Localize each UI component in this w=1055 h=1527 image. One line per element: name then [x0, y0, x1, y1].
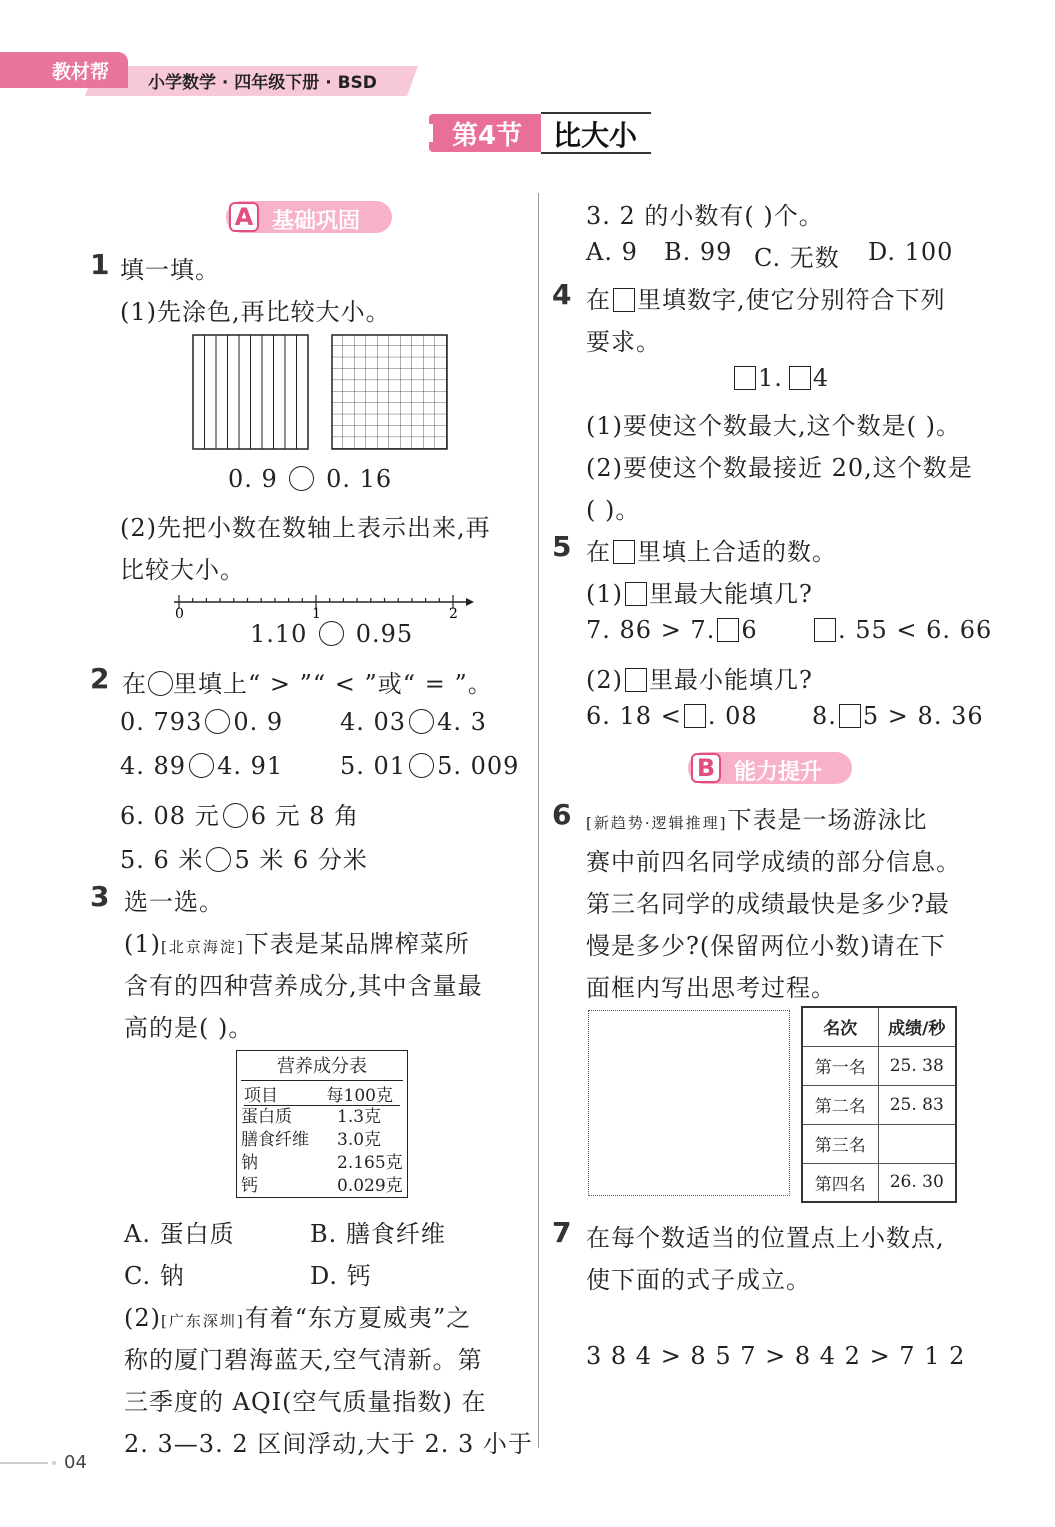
brand-label: 教材帮 [52, 61, 110, 83]
nutrition-table-header [237, 1081, 407, 1105]
source-tag: [新趋势·逻辑推理] [586, 814, 728, 832]
table-row [241, 1106, 407, 1129]
table-cell: 膳食纤维 [241, 1130, 309, 1150]
q4-line1-pre: 在 [586, 286, 611, 314]
q3-part2-line3: 三季度的 AQI(空气质量指数) 在 [124, 1388, 487, 1416]
table-cell[interactable] [878, 1124, 956, 1163]
table-cell: 第四名 [802, 1163, 878, 1202]
nutrition-table-body [237, 1106, 407, 1198]
q4-sub3: ( )。 [586, 496, 641, 524]
table-cell: 第二名 [802, 1085, 878, 1124]
grid-hundredths [331, 334, 449, 450]
q1-compare-1 [228, 465, 392, 493]
question-number: 6 [552, 798, 572, 831]
q3-part2-line1 [124, 1298, 471, 1333]
compare-right: 0. 9 [233, 708, 284, 736]
table-row [241, 1129, 407, 1152]
q4-number-mid: 1. [758, 364, 783, 392]
table-row [802, 1163, 956, 1202]
table-cell: 25. 38 [878, 1046, 956, 1085]
compare-left: 5. 6 米 [120, 846, 204, 874]
grid-tenths [192, 334, 310, 450]
question-number: 5 [552, 530, 572, 563]
q5-expr-2b [812, 702, 984, 730]
answer-circle[interactable] [189, 753, 214, 778]
question-number: 7 [552, 1216, 572, 1249]
q4-sub1: (1)要使这个数最大,这个数是( )。 [586, 412, 961, 440]
table-header-row [802, 1007, 956, 1046]
page-number: 04 [64, 1452, 87, 1473]
q4-number [732, 364, 829, 392]
q6-line1-text: 下表是一场游泳比 [727, 806, 928, 834]
header-cell: 成绩/秒 [878, 1007, 956, 1046]
q4-line2: 要求。 [586, 328, 661, 356]
q3-part1-line2: 含有的四种营养成分,其中含量最 [124, 972, 483, 1000]
q1-part1: (1)先涂色,再比较大小。 [120, 298, 391, 326]
compare-left: 0. 793 [120, 708, 203, 736]
q4-sub2: (2)要使这个数最接近 20,这个数是 [586, 454, 973, 482]
expr-part: . 08 [707, 702, 758, 730]
q5-title [586, 532, 837, 567]
q2-item [120, 840, 368, 875]
compare-left: 4. 89 [120, 752, 187, 780]
q6-line4: 慢是多少?(保留两位小数)请在下 [586, 932, 946, 960]
compare-left: 4. 03 [340, 708, 407, 736]
table-cell: 蛋白质 [241, 1107, 292, 1127]
book-title: 小学数学 · 四年级下册 · BSD [148, 73, 377, 93]
option-d[interactable]: D. 钙 [310, 1262, 372, 1290]
box-symbol [613, 288, 635, 312]
footer-dot [52, 1461, 56, 1465]
compare-right: 6 元 8 角 [250, 802, 360, 830]
part-text: 下表是某品牌榨菜所 [244, 930, 470, 958]
q6-line3: 第三名同学的成绩最快是多少?最 [586, 890, 950, 918]
number-line [170, 592, 475, 620]
q5-expr-2a [586, 702, 758, 730]
q2-item [120, 708, 283, 736]
expr-part: . 55 < 6. 66 [838, 616, 993, 644]
answer-circle[interactable] [206, 847, 231, 872]
q5-sub2-post: 里最小能填几? [649, 666, 813, 694]
box-symbol [625, 582, 647, 606]
q1-compare-2 [250, 620, 413, 648]
source-tag: [北京海淀] [161, 938, 245, 956]
q5-sub1-pre: (1) [586, 580, 623, 608]
table-cell: 第三名 [802, 1124, 878, 1163]
compare-left: 0. 9 [228, 465, 278, 493]
section-label: 第4节 [452, 121, 523, 151]
answer-circle[interactable] [409, 753, 434, 778]
q7-line2: 使下面的式子成立。 [586, 1266, 811, 1294]
table-cell: 1.3克 [337, 1107, 382, 1127]
expr-part: 8. [812, 702, 837, 730]
option-a[interactable]: A. 蛋白质 [124, 1220, 235, 1248]
compare-left: 6. 08 元 [120, 802, 220, 830]
q2-item [340, 752, 519, 780]
q1-part2-line2: 比较大小。 [120, 556, 245, 584]
header-cell: 名次 [802, 1007, 878, 1046]
q4-line1-post: 里填数字,使它分别符合下列 [637, 286, 946, 314]
answer-box[interactable] [839, 704, 861, 728]
table-cell: 3.0克 [337, 1130, 382, 1150]
nutrition-table [236, 1050, 408, 1198]
q3-part2-line5: 3. 2 的小数有( )个。 [586, 202, 824, 230]
table-cell: 0.029克 [337, 1176, 403, 1196]
box-symbol [613, 540, 635, 564]
nutrition-table-title: 营养成分表 [277, 1056, 367, 1077]
section-b-letter: B [691, 753, 721, 783]
answer-box[interactable] [717, 618, 739, 642]
question-number: 3 [90, 880, 110, 913]
question-number: 4 [552, 278, 572, 311]
score-table [801, 1006, 957, 1203]
table-row [802, 1085, 956, 1124]
q2-item [340, 708, 487, 736]
q1-title: 填一填。 [120, 256, 220, 284]
q6-line1 [586, 800, 927, 835]
section-a-title: 基础巩固 [272, 209, 361, 234]
answer-area[interactable] [588, 1010, 790, 1196]
section-a-letter: A [229, 202, 259, 232]
compare-right: 4. 3 [437, 708, 487, 736]
q7-line1: 在每个数适当的位置点上小数点, [586, 1224, 945, 1252]
source-tag: [广东深圳] [161, 1312, 245, 1330]
section-b-title: 能力提升 [734, 760, 823, 785]
answer-box[interactable] [734, 366, 756, 390]
q3-title: 选一选。 [124, 888, 224, 916]
answer-box[interactable] [684, 704, 706, 728]
table-row [802, 1046, 956, 1085]
page-title: 比大小 [553, 119, 638, 152]
option-c[interactable]: C. 无数 [754, 244, 840, 272]
q2-title-post: 里填上“ > ”“ < ”或“ = ”。 [173, 670, 493, 698]
table-cell: 25. 83 [878, 1085, 956, 1124]
compare-right: 5 米 6 分米 [234, 846, 368, 874]
answer-circle[interactable] [319, 621, 344, 646]
q5-expr-1b [812, 616, 992, 644]
answer-circle[interactable] [205, 709, 230, 734]
part-text: 有着“东方夏威夷”之 [244, 1304, 472, 1332]
compare-right: 4. 91 [217, 752, 284, 780]
expr-part: 6. 18 < [586, 702, 682, 730]
q4-line1 [586, 280, 946, 315]
q5-title-pre: 在 [586, 538, 611, 566]
q4-number-end: 4 [812, 364, 830, 392]
q3-part1-line3: 高的是( )。 [124, 1014, 254, 1042]
expr-part: 7. 86 > 7. [586, 616, 716, 644]
q5-sub2 [586, 660, 813, 695]
q6-line5: 面框内写出思考过程。 [586, 974, 836, 1002]
answer-circle[interactable] [289, 466, 314, 491]
q5-sub2-pre: (2) [586, 666, 623, 694]
option-a[interactable]: A. 9 [586, 238, 638, 266]
option-d[interactable]: D. 100 [868, 238, 954, 266]
column-divider [538, 193, 539, 1448]
table-cell: 钠 [241, 1153, 258, 1173]
q3-part1-line1 [124, 924, 470, 959]
section-tick [427, 124, 433, 142]
part-prefix: (2) [124, 1304, 161, 1332]
header-cell: 项目 [244, 1086, 278, 1106]
table-cell: 2.165克 [337, 1153, 403, 1173]
compare-right: 0. 16 [326, 465, 393, 493]
option-c[interactable]: C. 钠 [124, 1262, 185, 1290]
q5-sub1-post: 里最大能填几? [649, 580, 813, 608]
q2-item [120, 796, 359, 831]
compare-left: 5. 01 [340, 752, 407, 780]
q1-part2-line1: (2)先把小数在数轴上表示出来,再 [120, 514, 491, 542]
q2-title [122, 664, 493, 699]
option-b[interactable]: B. 膳食纤维 [310, 1220, 446, 1248]
answer-circle[interactable] [223, 803, 248, 828]
part-prefix: (1) [124, 930, 161, 958]
answer-circle[interactable] [409, 709, 434, 734]
q3-part2-line2: 称的厦门碧海蓝天,空气清新。第 [124, 1346, 483, 1374]
header-cell: 每100克 [326, 1086, 393, 1106]
axis-tick-label: 2 [449, 606, 458, 620]
table-cell: 26. 30 [878, 1163, 956, 1202]
table-cell: 第一名 [802, 1046, 878, 1085]
option-b[interactable]: B. 99 [664, 238, 733, 266]
expr-part: 5 > 8. 36 [862, 702, 984, 730]
compare-right: 0.95 [355, 620, 414, 648]
q6-line2: 赛中前四名同学成绩的部分信息。 [586, 848, 961, 876]
compare-right: 5. 009 [437, 752, 520, 780]
q3-part2-line4: 2. 3—3. 2 区间浮动,大于 2. 3 小于 [124, 1430, 533, 1458]
answer-box[interactable] [789, 366, 811, 390]
table-cell: 钙 [241, 1176, 258, 1196]
q5-sub1 [586, 574, 813, 609]
answer-box[interactable] [814, 618, 836, 642]
q2-item [120, 752, 283, 780]
compare-left: 1.10 [250, 620, 308, 648]
expr-part: 6 [741, 616, 758, 644]
footer-line [0, 1462, 48, 1464]
table-row [802, 1124, 956, 1163]
circle-symbol [148, 671, 173, 696]
q5-expr-1a [586, 616, 758, 644]
table-row [241, 1152, 407, 1175]
question-number: 1 [90, 248, 110, 281]
q5-title-post: 里填上合适的数。 [637, 538, 837, 566]
question-number: 2 [90, 662, 110, 695]
axis-tick-label: 1 [312, 606, 321, 620]
q2-title-pre: 在 [122, 670, 147, 698]
q7-expression: 3 8 4 > 8 5 7 > 8 4 2 > 7 1 2 [586, 1342, 966, 1370]
table-row [241, 1175, 407, 1198]
axis-tick-label: 0 [175, 606, 184, 620]
box-symbol [625, 668, 647, 692]
